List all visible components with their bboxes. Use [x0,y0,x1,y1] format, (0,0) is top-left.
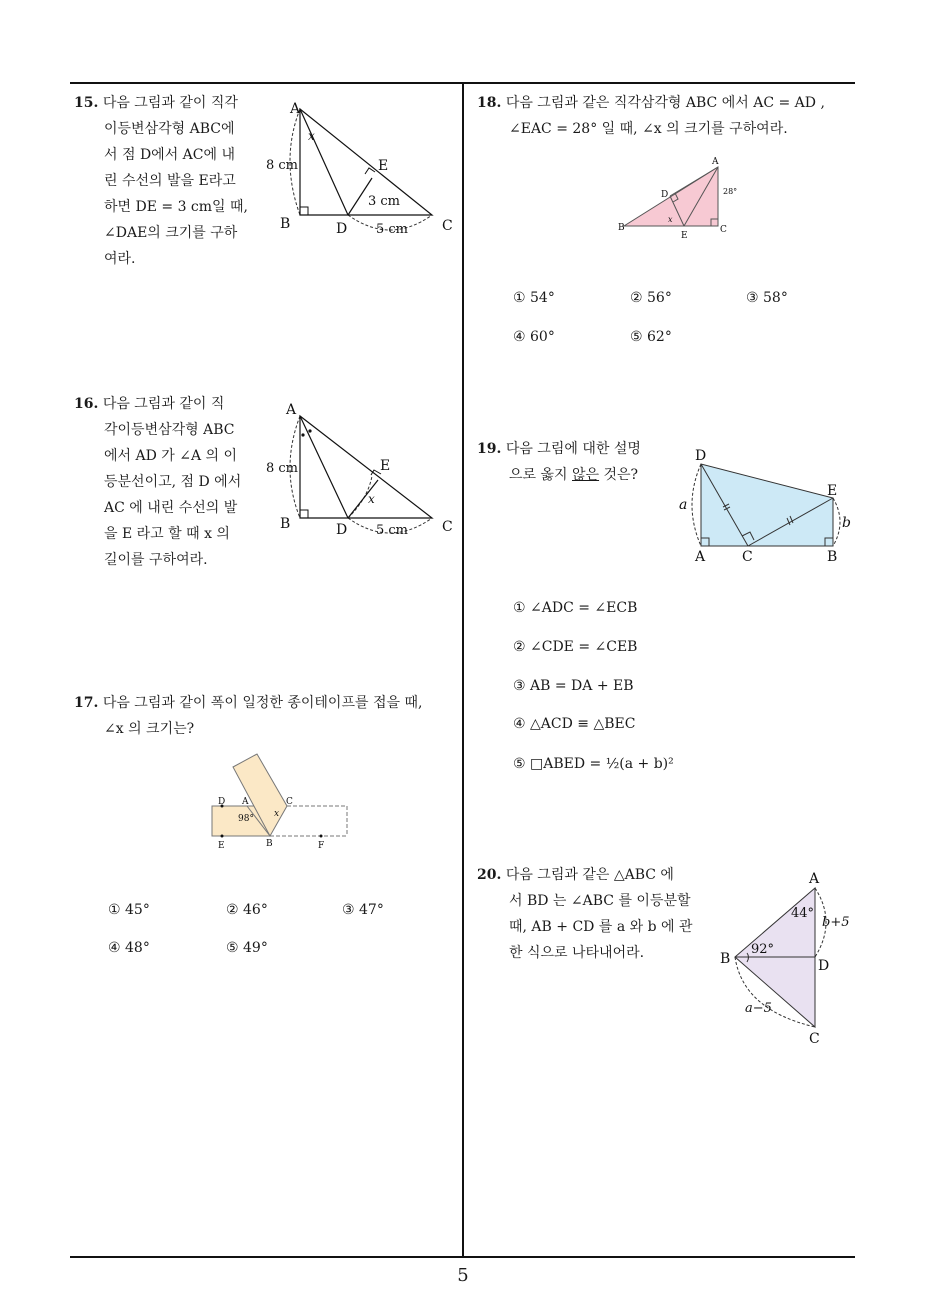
question-text-line: 으로 옳지 [509,467,572,483]
question-18 [477,90,857,142]
label-B: B [720,951,731,967]
question-number: 20. [477,867,502,883]
label-E: E [380,458,391,474]
label-D: D [336,522,348,538]
label-x: x [308,129,315,143]
choice-3[interactable]: ③ 47° [342,902,384,918]
bottom-rule [70,1256,855,1258]
choice-5[interactable]: ⑤ 62° [630,329,672,345]
question-text-line: 때, AB + CD 를 a 와 b 에 관 [509,919,693,935]
label-D: D [218,797,226,807]
label-E: E [827,483,838,499]
question-number: 16. [74,396,99,412]
label-x: x [274,809,280,819]
label-B: B [280,216,291,232]
label-b-plus-5: b+5 [822,915,850,930]
label-C: C [442,218,453,234]
choice-2[interactable]: ② ∠CDE = ∠CEB [513,639,638,655]
question-text-line: 길이를 구하여라. [104,552,208,568]
q16-triangle-figure [260,398,460,548]
label-44deg: 44° [791,906,815,921]
question-text-line: 다음 그림과 같은 직각삼각형 ABC 에서 AC = AD , [505,95,825,111]
label-x: x [368,492,375,506]
label-B: B [827,549,838,565]
question-text-line: ∠DAE의 크기를 구하 [104,225,238,241]
question-17 [74,690,459,742]
question-text-line: 서 점 D에서 AC에 내 [104,147,235,163]
label-B: B [280,516,291,532]
label-3cm: 3 cm [368,194,401,209]
label-x: x [668,215,673,224]
label-98deg: 98° [238,814,254,824]
question-number: 17. [74,695,99,711]
question-text-line: AC 에 내린 수선의 발 [104,500,238,516]
label-E: E [378,158,389,174]
label-a-minus-5: a−5 [745,1001,772,1016]
label-A: A [712,157,719,167]
label-B: B [618,223,625,233]
question-text-line: 다음 그림과 같은 △ABC 에 [505,867,674,883]
question-text-line: ∠x 의 크기는? [104,721,195,737]
question-text-line: 에서 AD 가 ∠A 의 이 [104,448,238,464]
question-number: 15. [74,95,99,111]
choice-4[interactable]: ④ 48° [108,940,150,956]
column-divider [462,82,464,1257]
choice-1[interactable]: ① 54° [513,290,555,306]
choice-5[interactable]: ⑤ 49° [226,940,268,956]
label-C: C [720,225,727,235]
question-text-line: 등분선이고, 점 D 에서 [104,474,242,490]
label-C: C [286,797,293,807]
question-number: 18. [477,95,502,111]
label-28deg: 28° [723,187,738,196]
underlined-text: 않은 [572,467,600,483]
choice-4[interactable]: ④ 60° [513,329,555,345]
q18-triangle-figure [615,155,765,245]
choice-2[interactable]: ② 56° [630,290,672,306]
label-A: A [242,797,249,807]
question-text-line: 것은? [599,467,639,483]
choice-2[interactable]: ② 46° [226,902,268,918]
question-text-line: 다음 그림과 같이 직 [102,396,225,412]
question-15 [74,90,264,272]
label-A: A [290,101,301,117]
label-8cm: 8 cm [266,461,299,476]
label-C: C [809,1031,820,1047]
question-text-line: 을 E 라고 할 때 x 의 [104,526,230,542]
question-text-line: 이등변삼각형 ABC에 [104,121,235,137]
choice-1[interactable]: ① ∠ADC = ∠ECB [513,600,638,616]
q19-trapezoid-figure [675,445,855,570]
question-text-line: 하면 DE = 3 cm일 때, [104,199,248,215]
question-number: 19. [477,441,502,457]
label-5cm: 5 cm [376,523,409,538]
q15-triangle-figure [260,95,460,245]
label-C: C [742,549,753,565]
label-B: B [266,839,273,849]
label-E: E [218,841,225,851]
choice-3[interactable]: ③ AB = DA + EB [513,678,634,694]
q20-triangle-figure [715,865,865,1050]
label-D: D [661,190,669,200]
label-D: D [695,448,707,464]
label-E: E [681,231,688,241]
label-a: a [679,497,688,513]
question-text-line: 다음 그림과 같이 폭이 일정한 종이테이프를 접을 때, [102,695,423,711]
label-92deg: 92° [751,942,775,957]
choice-5[interactable]: ⑤ □ABED = ½(a + b)² [513,756,674,772]
label-8cm: 8 cm [266,158,299,173]
question-text-line: 여라. [104,251,136,267]
label-b: b [842,515,851,531]
label-A: A [286,402,297,418]
label-A: A [695,549,706,565]
q17-paper-tape-figure [205,752,355,852]
question-20 [477,862,707,966]
question-text-line: 각이등변삼각형 ABC [104,422,235,438]
label-D: D [336,221,348,237]
choice-1[interactable]: ① 45° [108,902,150,918]
label-F: F [318,841,325,851]
page-number: 5 [457,1265,469,1286]
question-text-line: 한 식으로 나타내어라. [509,945,645,961]
label-A: A [809,871,820,887]
question-text-line: 린 수선의 발을 E라고 [104,173,236,189]
choice-3[interactable]: ③ 58° [746,290,788,306]
question-text-line: 다음 그림에 대한 설명 [505,441,641,457]
label-5cm: 5 cm [376,222,409,237]
label-D: D [818,958,830,974]
question-text-line: 다음 그림과 같이 직각 [102,95,238,111]
question-19 [477,436,677,488]
label-C: C [442,519,453,535]
choice-4[interactable]: ④ △ACD ≡ △BEC [513,716,636,732]
question-text-line: ∠EAC = 28° 일 때, ∠x 의 크기를 구하여라. [509,121,788,137]
question-16 [74,391,264,573]
question-text-line: 서 BD 는 ∠ABC 를 이등분할 [509,893,691,909]
